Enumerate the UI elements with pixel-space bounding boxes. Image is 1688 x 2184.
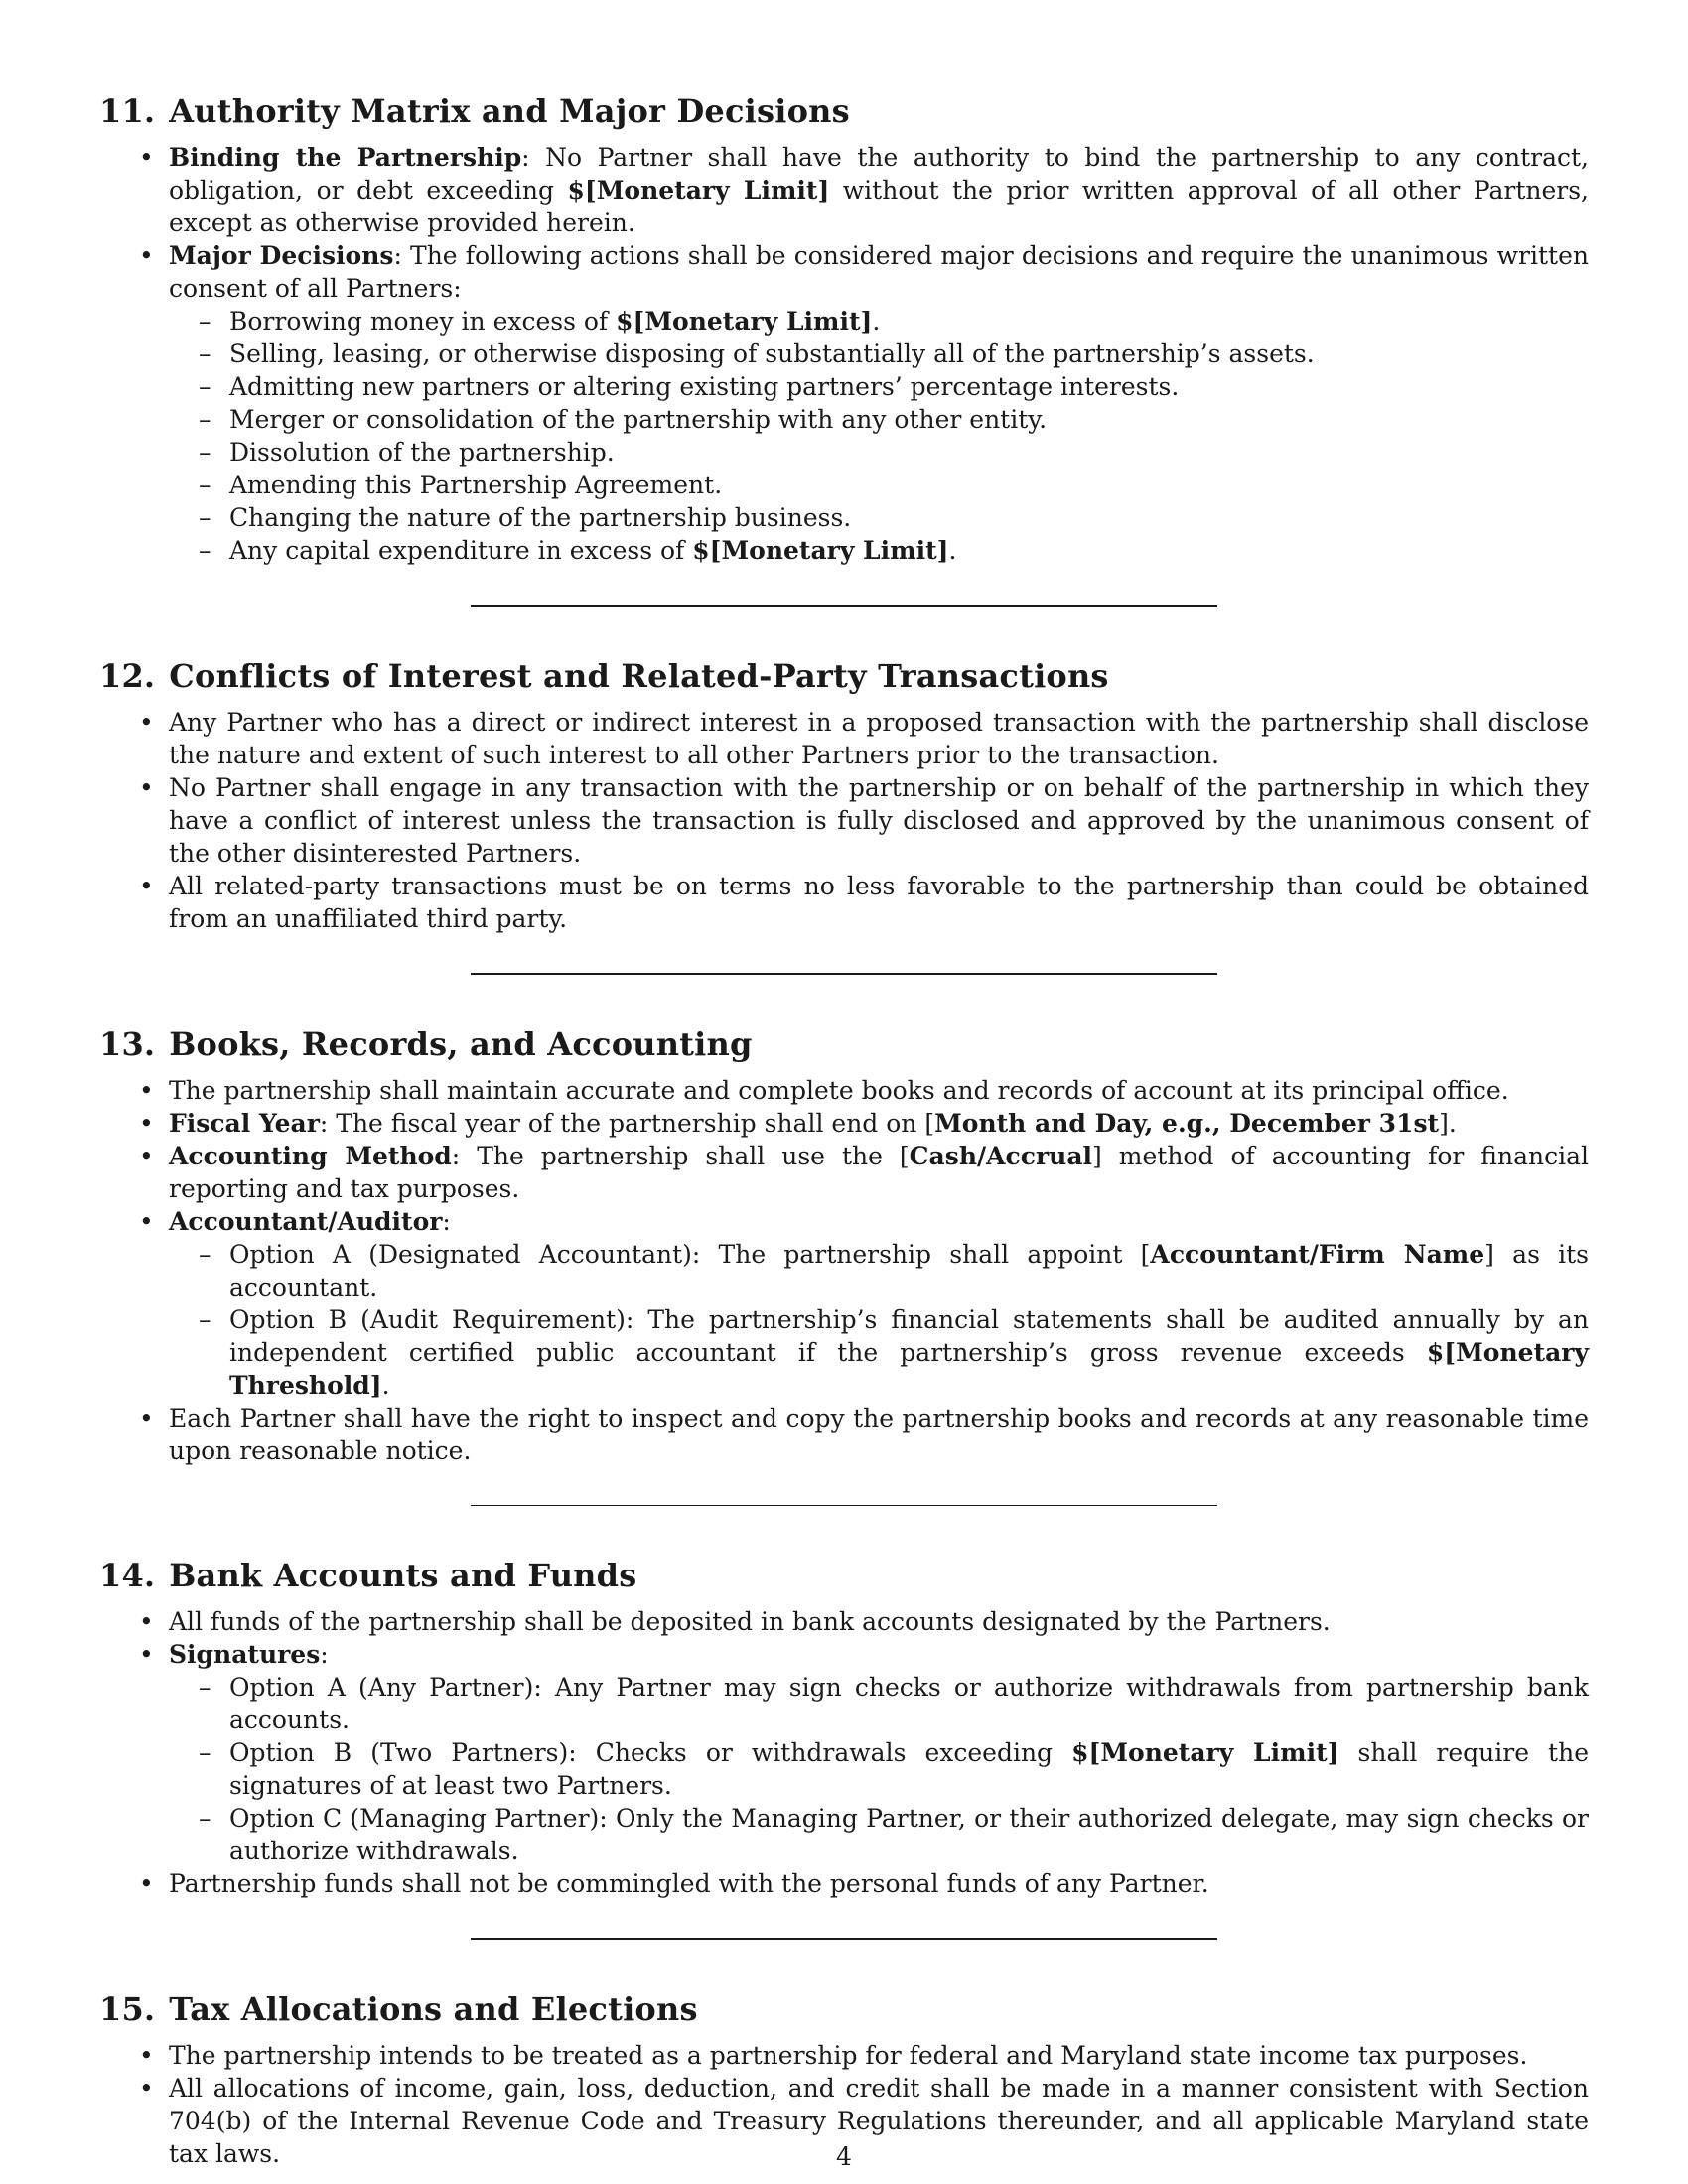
list-item: • Fiscal Year: The fiscal year of the partnership shall end on [Month and Day, e.g., December 31st].: [99, 1107, 1589, 1140]
list-item: • The partnership shall maintain accurate and complete books and records of account at its principal office.: [99, 1074, 1589, 1107]
document-page: [99, 91, 1589, 2170]
section-heading: 14. Bank Accounts and Funds: [99, 1557, 637, 1594]
sub-list-item: – Dissolution of the partnership.: [169, 436, 1589, 469]
sub-list-item: – Option B (Audit Requirement): The partnership’s financial statements shall be audited annually by an independent certified public accountant if the partnership’s gross revenue exceeds $[Monetary Threshold].: [169, 1303, 1589, 1402]
list-item: • Signatures: – Option A (Any Partner): Any Partner may sign checks or authorize withdrawals from partnership bank accounts. – Option B (Two Partners): Checks or withdrawals exceeding $[Monetary Limit] shall require the signatures of at least two Partners. – Option C (Managing Partner): Only the Managing Partner, or their authorized delegate, may sign checks or authorize withdrawals.: [99, 1638, 1589, 1867]
sub-list: [169, 305, 1589, 567]
sub-list: [169, 1238, 1589, 1402]
section-divider: [471, 1505, 1217, 1507]
item-label: Accounting Method: [169, 1141, 452, 1170]
sub-list-item: – Option B (Two Partners): Checks or withdrawals exceeding $[Monetary Limit] shall require the signatures of at least two Partners.: [169, 1736, 1589, 1802]
bullet-list: [99, 141, 1589, 567]
sub-list-item: – Amending this Partnership Agreement.: [169, 469, 1589, 501]
sub-list-item: – Merger or consolidation of the partnership with any other entity.: [169, 403, 1589, 436]
sub-list-item: – Any capital expenditure in excess of $[Monetary Limit].: [169, 534, 1589, 567]
sub-list-item: – Changing the nature of the partnership business.: [169, 501, 1589, 534]
section-heading: 13. Books, Records, and Accounting: [99, 1024, 753, 1063]
sub-list-item: – Admitting new partners or altering existing partners’ percentage interests.: [169, 370, 1589, 403]
sub-list-item: – Option A (Designated Accountant): The partnership shall appoint [Accountant/Firm Name] as its accountant.: [169, 1238, 1589, 1303]
list-item: • Binding the Partnership: No Partner shall have the authority to bind the partnership to any contract, obligation, or debt exceeding $[Monetary Limit] without the prior written approval of all other Partners, except as otherwise provided herein.: [99, 141, 1589, 239]
bullet-list: [99, 706, 1589, 935]
list-item: • Accounting Method: The partnership shall use the [Cash/Accrual] method of accounting for financial reporting and tax purposes.: [99, 1140, 1589, 1205]
section-13: [99, 1024, 1589, 1507]
item-label: Fiscal Year: [169, 1108, 320, 1138]
list-item: • Major Decisions: The following actions shall be considered major decisions and require the unanimous written consent of all Partners: – Borrowing money in excess of $[Monetary Limit]. – Selling, leasing, or otherwise disposing of substantially all of the partnership’s assets. – Admitting new partners or altering existing partners’ percentage interests. – Merger or consolidation of the partnership with any other entity. – Dissolution of the partnership. – Amending this Partnership Agreement. – Changing the nature of the partnership business. – Any capital expenditure in excess of $[Monetary Limit].: [99, 239, 1589, 567]
section-12: [99, 656, 1589, 975]
bullet-list: [99, 1605, 1589, 1900]
section-divider: [471, 605, 1217, 607]
list-item: • Each Partner shall have the right to inspect and copy the partnership books and records at any reasonable time upon reasonable notice.: [99, 1402, 1589, 1467]
section-divider: [471, 973, 1217, 975]
list-item: • Any Partner who has a direct or indirect interest in a proposed transaction with the partnership shall disclose the nature and extent of such interest to all other Partners prior to the transaction.: [99, 706, 1589, 771]
list-item: • The partnership intends to be treated as a partnership for federal and Maryland state income tax purposes.: [99, 2039, 1589, 2072]
section-heading: 12. Conflicts of Interest and Related-Party Transactions: [99, 657, 1109, 695]
item-label: Accountant/Auditor: [169, 1206, 443, 1236]
item-label: Major Decisions: [169, 241, 394, 270]
sub-list-item: – Option C (Managing Partner): Only the Managing Partner, or their authorized delegate, may sign checks or authorize withdrawals.: [169, 1802, 1589, 1867]
list-item: • All related-party transactions must be on terms no less favorable to the partnership than could be obtained from an unaffiliated third party.: [99, 870, 1589, 935]
section-14: [99, 1556, 1589, 1940]
sub-list-item: – Selling, leasing, or otherwise disposing of substantially all of the partnership’s assets.: [169, 338, 1589, 370]
item-label: Signatures: [169, 1640, 321, 1669]
item-label: Binding the Partnership: [169, 143, 522, 172]
list-item: • All allocations of income, gain, loss, deduction, and credit shall be made in a manner consistent with Section 704(b) of the Internal Revenue Code and Treasury Regulations thereunder, and all applicable Maryland state tax laws.: [99, 2072, 1589, 2170]
section-11: [99, 91, 1589, 607]
list-item: • No Partner shall engage in any transaction with the partnership or on behalf of the partnership in which they have a conflict of interest unless the transaction is fully disclosed and approved by the unanimous consent of the other disinterested Partners.: [99, 771, 1589, 870]
list-item: • Accountant/Auditor: – Option A (Designated Accountant): The partnership shall appoint [Accountant/Firm Name] as its accountant. – Option B (Audit Requirement): The partnership’s financial statements shall be audited annually by an independent certified public accountant if the partnership’s gross revenue exceeds $[Monetary Threshold].: [99, 1205, 1589, 1402]
section-heading: 11. Authority Matrix and Major Decisions: [99, 92, 850, 130]
sub-list-item: – Borrowing money in excess of $[Monetary Limit].: [169, 305, 1589, 338]
section-divider: [471, 1938, 1217, 1940]
list-item: • Partnership funds shall not be commingled with the personal funds of any Partner.: [99, 1867, 1589, 1900]
list-item: • All funds of the partnership shall be deposited in bank accounts designated by the Partners.: [99, 1605, 1589, 1638]
page-number: 4: [836, 2142, 852, 2171]
sub-list-item: – Option A (Any Partner): Any Partner may sign checks or authorize withdrawals from partnership bank accounts.: [169, 1671, 1589, 1736]
section-heading: 15. Tax Allocations and Elections: [99, 1990, 698, 2028]
bullet-list: [99, 1074, 1589, 1467]
sub-list: [169, 1671, 1589, 1867]
